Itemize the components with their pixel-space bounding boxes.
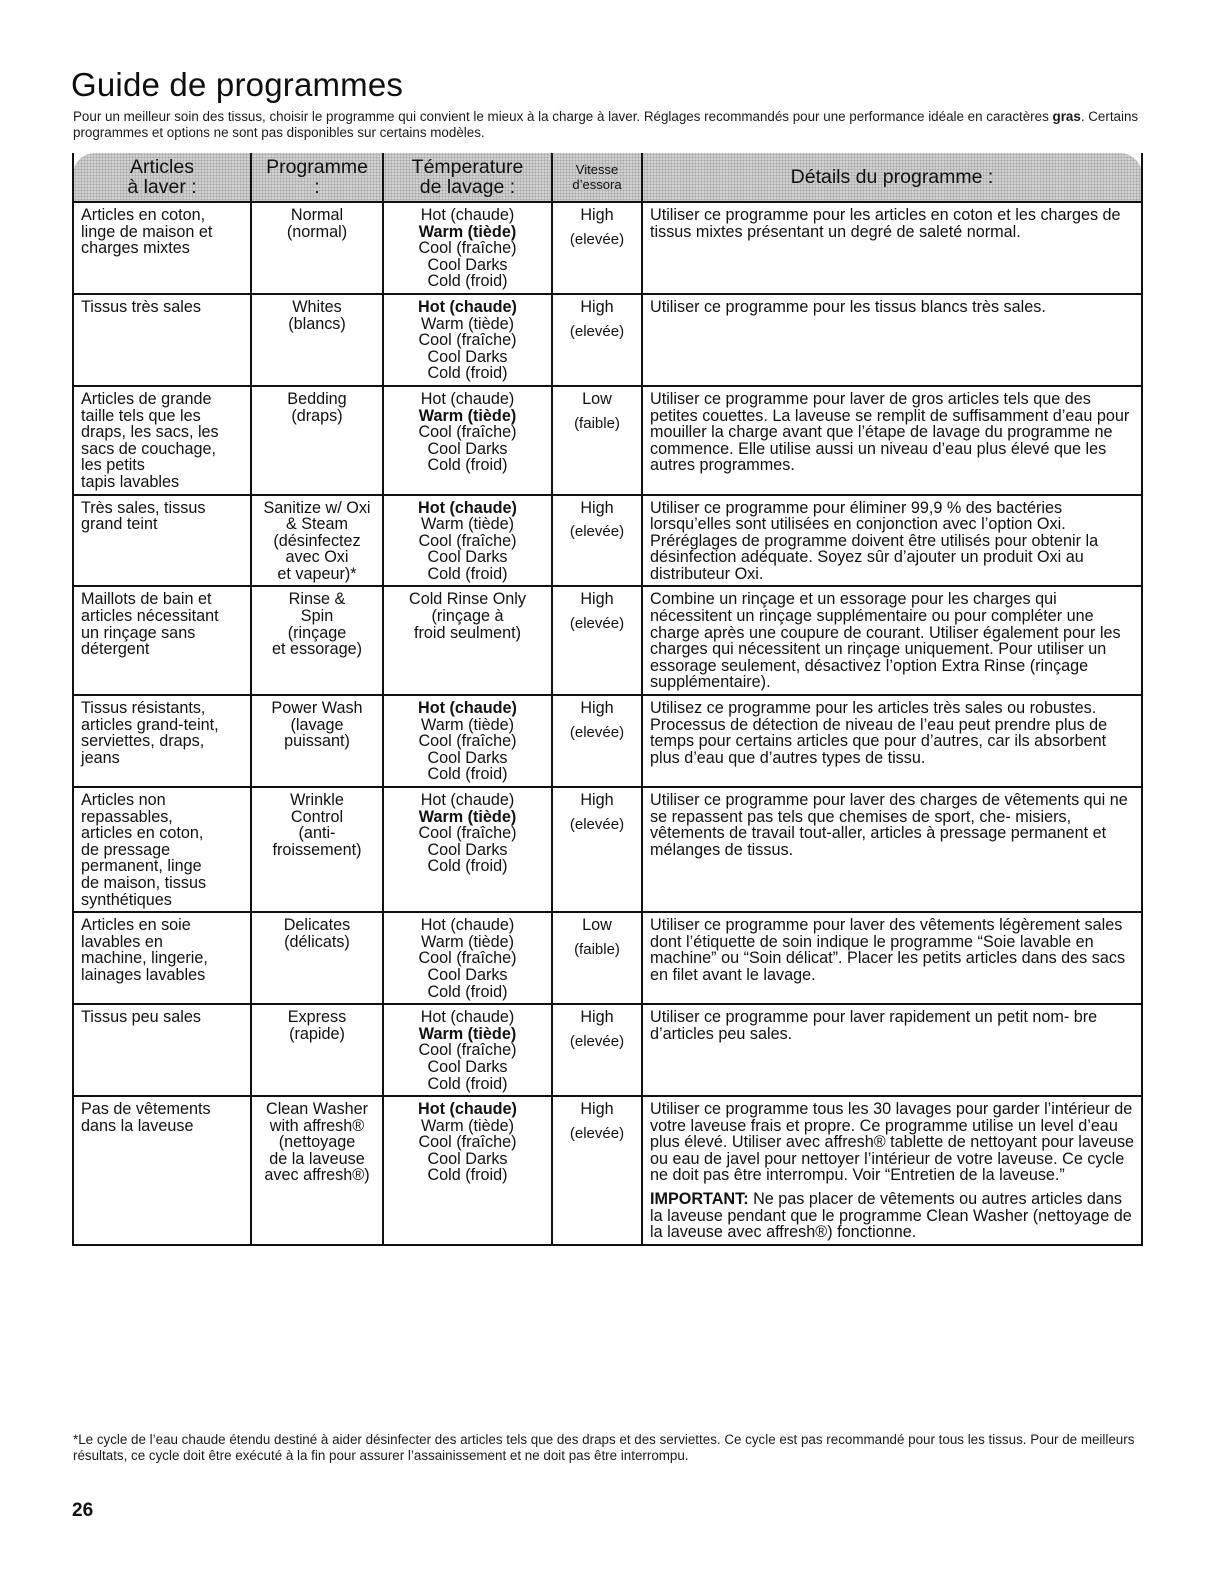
articles-line: dans la laveuse: [81, 1116, 194, 1135]
table-row: [73, 787, 1142, 912]
table-row: [73, 294, 1142, 386]
articles-cell: [73, 695, 251, 787]
temperature-option: Warm (tiède): [421, 932, 514, 951]
articles-line: permanent, linge: [81, 857, 202, 876]
header-temperature: [383, 153, 552, 202]
temperature-option: Warm (tiède): [421, 1116, 514, 1135]
articles-line: Tissus très sales: [81, 297, 201, 316]
programme-line: (rapide): [289, 1024, 345, 1043]
temperature-recommended: Warm (tiède): [418, 406, 517, 425]
temperature-option: Hot (chaude): [420, 916, 515, 935]
temperature-option: Cool Darks: [427, 255, 508, 274]
intro-bold-word: gras: [1052, 109, 1081, 124]
header-programme: [251, 153, 383, 202]
temperature-option: Cool (fraîche): [418, 732, 517, 751]
articles-cell: [73, 495, 251, 587]
articles-line: Articles de grande: [81, 389, 212, 408]
temperature-recommended: Hot (chaude): [418, 1100, 517, 1119]
articles-line: repassables,: [81, 807, 173, 826]
temperature-cell: [383, 912, 552, 1004]
programme-line: (délicats): [284, 932, 350, 951]
articles-line: grand teint: [81, 515, 158, 534]
articles-line: machine, lingerie,: [81, 949, 208, 968]
temperature-option: Cool (fraîche): [418, 531, 517, 550]
table-row: [73, 495, 1142, 587]
articles-line: tapis lavables: [81, 472, 180, 491]
temperature-option: Cool (fraîche): [418, 239, 517, 258]
programme-line: (désinfectez: [273, 531, 361, 550]
programme-line: Clean Washer: [266, 1100, 368, 1119]
details-cell: [642, 202, 1142, 294]
temperature-option: Cool Darks: [427, 439, 508, 458]
programme-line: (nettoyage: [278, 1133, 356, 1152]
programme-cell: [251, 495, 383, 587]
programme-line: Control: [290, 807, 344, 826]
speed-translation: (elevée): [569, 1124, 625, 1142]
temperature-option: Cool Darks: [427, 965, 508, 984]
temperature-recommended: Hot (chaude): [418, 498, 517, 517]
important-note: [650, 1191, 1137, 1241]
programme-line: (blancs): [288, 314, 346, 333]
temperature-option: Hot (chaude): [420, 791, 515, 809]
articles-line: Pas de vêtements: [81, 1100, 211, 1119]
articles-cell: [73, 1096, 251, 1245]
table-row: [73, 912, 1142, 1004]
footnote: *Le cycle de l’eau chaude étendu destiné à aider désinfecter des articles tels que des draps et des serviettes. Ce cycle est pas recommandé pour tous les tissus. Pour de meilleurs résultats, ce cycle doit être exécuté à la fin pour assurer l’assainissement et ne doit pas être interrompu.: [73, 1432, 1135, 1463]
table-header-row: [73, 153, 1142, 202]
details-text: Utiliser ce programme pour les tissus blancs très sales.: [650, 297, 1046, 316]
temperature-option: (rinçage à: [431, 607, 504, 626]
intro-paragraph: [73, 109, 1148, 141]
articles-line: Tissus peu sales: [81, 1008, 201, 1027]
table-row: [73, 1096, 1142, 1245]
articles-line: articles grand-teint,: [81, 715, 219, 734]
details-text: Utilisez ce programme pour les articles très sales ou robustes. Processus de détection de niveau de l’eau peut prendre plus de temps pour certains articles que pour d’autres, car ils absorbent plus d’eau que d’autres types de tissu.: [650, 699, 1108, 767]
header-temperature-line2: de lavage :: [419, 176, 516, 198]
temperature-recommended: Warm (tiède): [418, 222, 517, 241]
details-cell: [642, 495, 1142, 587]
details-text: Utiliser ce programme pour éliminer 99,9 % des bactéries lorsqu’elles sont utilisées en conjonction avec l’option Oxi. Préréglages de programme doivent être utilisés pour obtenir la désinfection adéquate. Soyez sûr d’ajouter un produit Oxi au distributeur Oxi.: [650, 498, 1099, 583]
programme-cell: [251, 1004, 383, 1096]
programme-line: Power Wash: [271, 699, 363, 718]
articles-line: articles en coton,: [81, 824, 204, 843]
header-programme-line1: Programme: [266, 156, 368, 178]
programme-line: & Steam: [285, 515, 349, 534]
temperature-option: Cold (froid): [427, 982, 508, 1001]
temperature-option: Warm (tiède): [421, 314, 514, 333]
temperature-option: Cool Darks: [427, 1149, 508, 1168]
speed-translation: (elevée): [569, 1032, 625, 1050]
temperature-option: Cool Darks: [427, 748, 508, 767]
temperature-option: Cold (froid): [427, 857, 508, 876]
programme-line: (lavage: [290, 715, 344, 734]
important-text: Ne pas placer de vêtements ou autres articles dans la laveuse pendant que le programme Clean Washer (nettoyage de la laveuse avec affresh®) fonctionne.: [650, 1190, 1132, 1242]
temperature-cell: [383, 787, 552, 912]
temperature-option: Hot (chaude): [420, 206, 515, 224]
speed-cell: [552, 912, 642, 1004]
speed-cell: [552, 202, 642, 294]
speed-value: High: [580, 1100, 614, 1119]
programme-cell: [251, 294, 383, 386]
details-cell: [642, 912, 1142, 1004]
details-text: Utiliser ce programme pour laver rapidement un petit nom- bre d’articles peu sales.: [650, 1008, 1098, 1043]
articles-line: Très sales, tissus: [81, 498, 206, 517]
details-cell: [642, 1096, 1142, 1245]
speed-value: High: [580, 206, 614, 224]
temperature-cell: [383, 495, 552, 587]
programme-line: Wrinkle: [290, 791, 344, 809]
programme-line: (anti-: [298, 824, 336, 843]
details-text: Utiliser ce programme pour laver des vêtements légèrement sales dont l’étiquette de soin indique le programme “Soie lavable en machine” ou “Soin délicat”. Placer les petits articles dans des sacs en filet avant le lavage.: [650, 916, 1126, 984]
articles-cell: [73, 586, 251, 695]
temperature-cell: [383, 294, 552, 386]
articles-line: taille tels que les: [81, 406, 201, 425]
articles-line: Maillots de bain et: [81, 590, 212, 609]
articles-cell: [73, 386, 251, 495]
speed-translation: (elevée): [569, 615, 625, 633]
programme-line: (draps): [291, 406, 343, 425]
programme-line: Express: [287, 1008, 347, 1027]
articles-line: synthétiques: [81, 890, 172, 909]
articles-line: charges mixtes: [81, 239, 190, 258]
temperature-option: Hot (chaude): [420, 1008, 515, 1027]
speed-cell: [552, 787, 642, 912]
temperature-option: Cold (froid): [427, 765, 508, 784]
programme-cell: [251, 695, 383, 787]
table-row: [73, 386, 1142, 495]
speed-value: Low: [582, 389, 612, 408]
table-body: [73, 202, 1142, 1245]
programme-cell: [251, 1096, 383, 1245]
temperature-option: Cold (froid): [427, 564, 508, 583]
programme-line: froissement): [272, 840, 362, 859]
details-cell: [642, 386, 1142, 495]
speed-translation: (faible): [574, 414, 620, 432]
articles-line: lavables en: [81, 932, 163, 951]
articles-line: détergent: [81, 640, 150, 659]
articles-line: de maison, tissus: [81, 873, 207, 892]
speed-value: Low: [582, 916, 612, 935]
articles-line: Articles non: [81, 791, 166, 809]
temperature-option: Cool (fraîche): [418, 824, 517, 843]
speed-cell: [552, 695, 642, 787]
details-text: Utiliser ce programme pour laver de gros articles tels que des petites couettes. La laveuse se remplit de suffisamment d’eau pour mouiller la charge avant que l’étape de lavage du programme ne commence. Elle utilise aussi un niveau d’eau plus élevé que les autres programmes.: [650, 389, 1130, 475]
temperature-option: Cool (fraîche): [418, 331, 517, 350]
articles-line: jeans: [81, 748, 120, 767]
temperature-cell: [383, 386, 552, 495]
temperature-option: Cold (froid): [427, 1074, 508, 1093]
programme-cell: [251, 912, 383, 1004]
programme-line: puissant): [284, 732, 350, 751]
program-guide-table: [72, 153, 1143, 1246]
programme-cell: [251, 586, 383, 695]
articles-cell: [73, 202, 251, 294]
speed-cell: [552, 586, 642, 695]
programme-line: Delicates: [283, 916, 351, 935]
temperature-option: Cool (fraîche): [418, 1133, 517, 1152]
speed-cell: [552, 1096, 642, 1245]
articles-line: sacs de couchage,: [81, 439, 216, 458]
articles-line: draps, les sacs, les: [81, 423, 219, 442]
temperature-cell: [383, 202, 552, 294]
speed-value: High: [580, 498, 614, 517]
articles-line: serviettes, draps,: [81, 732, 205, 751]
details-cell: [642, 1004, 1142, 1096]
page-title: Guide de programmes: [71, 66, 404, 103]
articles-line: de pressage: [81, 840, 171, 859]
programme-line: avec Oxi: [285, 548, 349, 567]
details-text: Utiliser ce programme pour les articles en coton et les charges de tissus mixtes présentant un degré de saleté normal.: [650, 206, 1121, 241]
articles-cell: [73, 787, 251, 912]
temperature-option: Cold (froid): [427, 364, 508, 383]
speed-value: High: [580, 699, 614, 718]
speed-value: High: [580, 1008, 614, 1027]
articles-line: lainages lavables: [81, 965, 206, 984]
speed-translation: (elevée): [569, 523, 625, 541]
header-vitesse-line1: Vitesse: [575, 162, 619, 177]
table-row: [73, 695, 1142, 787]
temperature-cell: [383, 586, 552, 695]
details-cell: [642, 695, 1142, 787]
programme-line: Bedding: [287, 389, 347, 408]
articles-line: les petits: [81, 456, 145, 475]
articles-line: un rinçage sans: [81, 623, 196, 642]
programme-line: et vapeur)*: [277, 564, 357, 583]
temperature-cell: [383, 695, 552, 787]
programme-line: Normal: [290, 206, 344, 224]
intro-text: Pour un meilleur soin des tissus, choisir le programme qui convient le mieux à la charge à laver. Réglages recommandés pour une performance idéale en caractères: [73, 109, 1053, 124]
temperature-cell: [383, 1004, 552, 1096]
programme-line: with affresh®: [269, 1116, 365, 1135]
details-cell: [642, 787, 1142, 912]
temperature-option: Cold Rinse Only: [409, 590, 526, 609]
table-row: [73, 1004, 1142, 1096]
programme-cell: [251, 787, 383, 912]
table-row: [73, 586, 1142, 695]
table-row: [73, 202, 1142, 294]
details-cell: [642, 294, 1142, 386]
speed-value: High: [580, 297, 614, 316]
header-articles-line2: à laver :: [127, 176, 197, 198]
temperature-option: Cool Darks: [427, 1057, 508, 1076]
programme-cell: [251, 386, 383, 495]
temperature-option: Cool (fraîche): [418, 1041, 517, 1060]
temperature-recommended: Warm (tiède): [418, 807, 517, 826]
programme-line: avec affresh®): [264, 1166, 370, 1185]
header-programme-line2: :: [314, 176, 320, 198]
temperature-recommended: Hot (chaude): [418, 699, 517, 718]
articles-line: linge de maison et: [81, 222, 213, 241]
speed-translation: (elevée): [569, 230, 625, 248]
temperature-option: Warm (tiède): [421, 715, 514, 734]
header-articles: [73, 153, 251, 202]
important-label: IMPORTANT:: [650, 1190, 749, 1209]
speed-cell: [552, 386, 642, 495]
articles-cell: [73, 912, 251, 1004]
temperature-option: Hot (chaude): [420, 389, 515, 408]
programme-line: de la laveuse: [269, 1149, 365, 1168]
programme-line: Whites: [292, 297, 342, 316]
temperature-option: Cool (fraîche): [418, 423, 517, 442]
programme-line: Sanitize w/ Oxi: [263, 498, 371, 517]
programme-cell: [251, 202, 383, 294]
temperature-option: Cool Darks: [427, 548, 508, 567]
speed-cell: [552, 1004, 642, 1096]
page-number: 26: [72, 1500, 94, 1521]
details-cell: [642, 586, 1142, 695]
details-text: Combine un rinçage et un essorage pour les charges qui nécessitent un rinçage supplémentaire ou pour compléter une charge après une coupure de courant. Utiliser également pour les charges qui nécessitent un rinçage uniquement. Pour utiliser un essorage seulement, désactivez l’option Extra Rinse (rinçage supplémentaire).: [650, 590, 1121, 692]
temperature-option: Cold (froid): [427, 272, 508, 291]
articles-cell: [73, 294, 251, 386]
temperature-option: Cool Darks: [427, 840, 508, 859]
speed-cell: [552, 294, 642, 386]
programme-line: et essorage): [272, 640, 362, 659]
header-vitesse: [552, 153, 642, 202]
speed-translation: (elevée): [569, 322, 625, 340]
temperature-option: froid seulment): [413, 623, 522, 642]
speed-cell: [552, 495, 642, 587]
temperature-recommended: Hot (chaude): [418, 297, 517, 316]
programme-line: Rinse &: [288, 590, 346, 609]
temperature-cell: [383, 1096, 552, 1245]
articles-line: Articles en coton,: [81, 206, 206, 224]
temperature-option: Cold (froid): [427, 456, 508, 475]
articles-line: Articles en soie: [81, 916, 191, 935]
speed-translation: (elevée): [569, 815, 625, 833]
header-details: Détails du programme :: [642, 153, 1142, 202]
articles-line: Tissus résistants,: [81, 699, 206, 718]
details-text: Utiliser ce programme pour laver des charges de vêtements qui ne se repassent pas tels que chemises de sport, che- misiers, vêtements de travail tout-aller, articles à pressage permanent et mélanges de tissus.: [650, 791, 1128, 859]
intro-text-end: . Certains programmes et options ne sont pas disponibles sur certains modèles.: [73, 109, 1139, 140]
speed-translation: (faible): [574, 940, 620, 958]
temperature-option: Cold (froid): [427, 1166, 508, 1185]
header-temperature-line1: Témperature: [411, 156, 524, 178]
header-vitesse-line2: d’essora: [572, 177, 622, 192]
temperature-option: Cool (fraîche): [418, 949, 517, 968]
articles-line: articles nécessitant: [81, 607, 219, 626]
programme-line: Spin: [300, 607, 334, 626]
speed-translation: (elevée): [569, 723, 625, 741]
temperature-option: Warm (tiède): [421, 515, 514, 534]
temperature-option: Cool Darks: [427, 347, 508, 366]
programme-line: (normal): [286, 222, 348, 241]
speed-value: High: [580, 590, 614, 609]
articles-cell: [73, 1004, 251, 1096]
programme-line: (rinçage: [287, 623, 347, 642]
speed-value: High: [580, 791, 614, 809]
details-text: Utiliser ce programme tous les 30 lavages pour garder l’intérieur de votre laveuse frais et propre. Ce programme utilise un level d’eau plus élevé. Utiliser avec affresh® tablette de nettoyant pour laveuse ou eau de javel pour nettoyer l’intérieur de votre laveuse. Ce cycle ne doit pas être interrompu. Voir “Entretien de la laveuse.”: [650, 1100, 1135, 1185]
header-articles-line1: Articles: [130, 156, 194, 178]
temperature-recommended: Warm (tiède): [418, 1024, 517, 1043]
